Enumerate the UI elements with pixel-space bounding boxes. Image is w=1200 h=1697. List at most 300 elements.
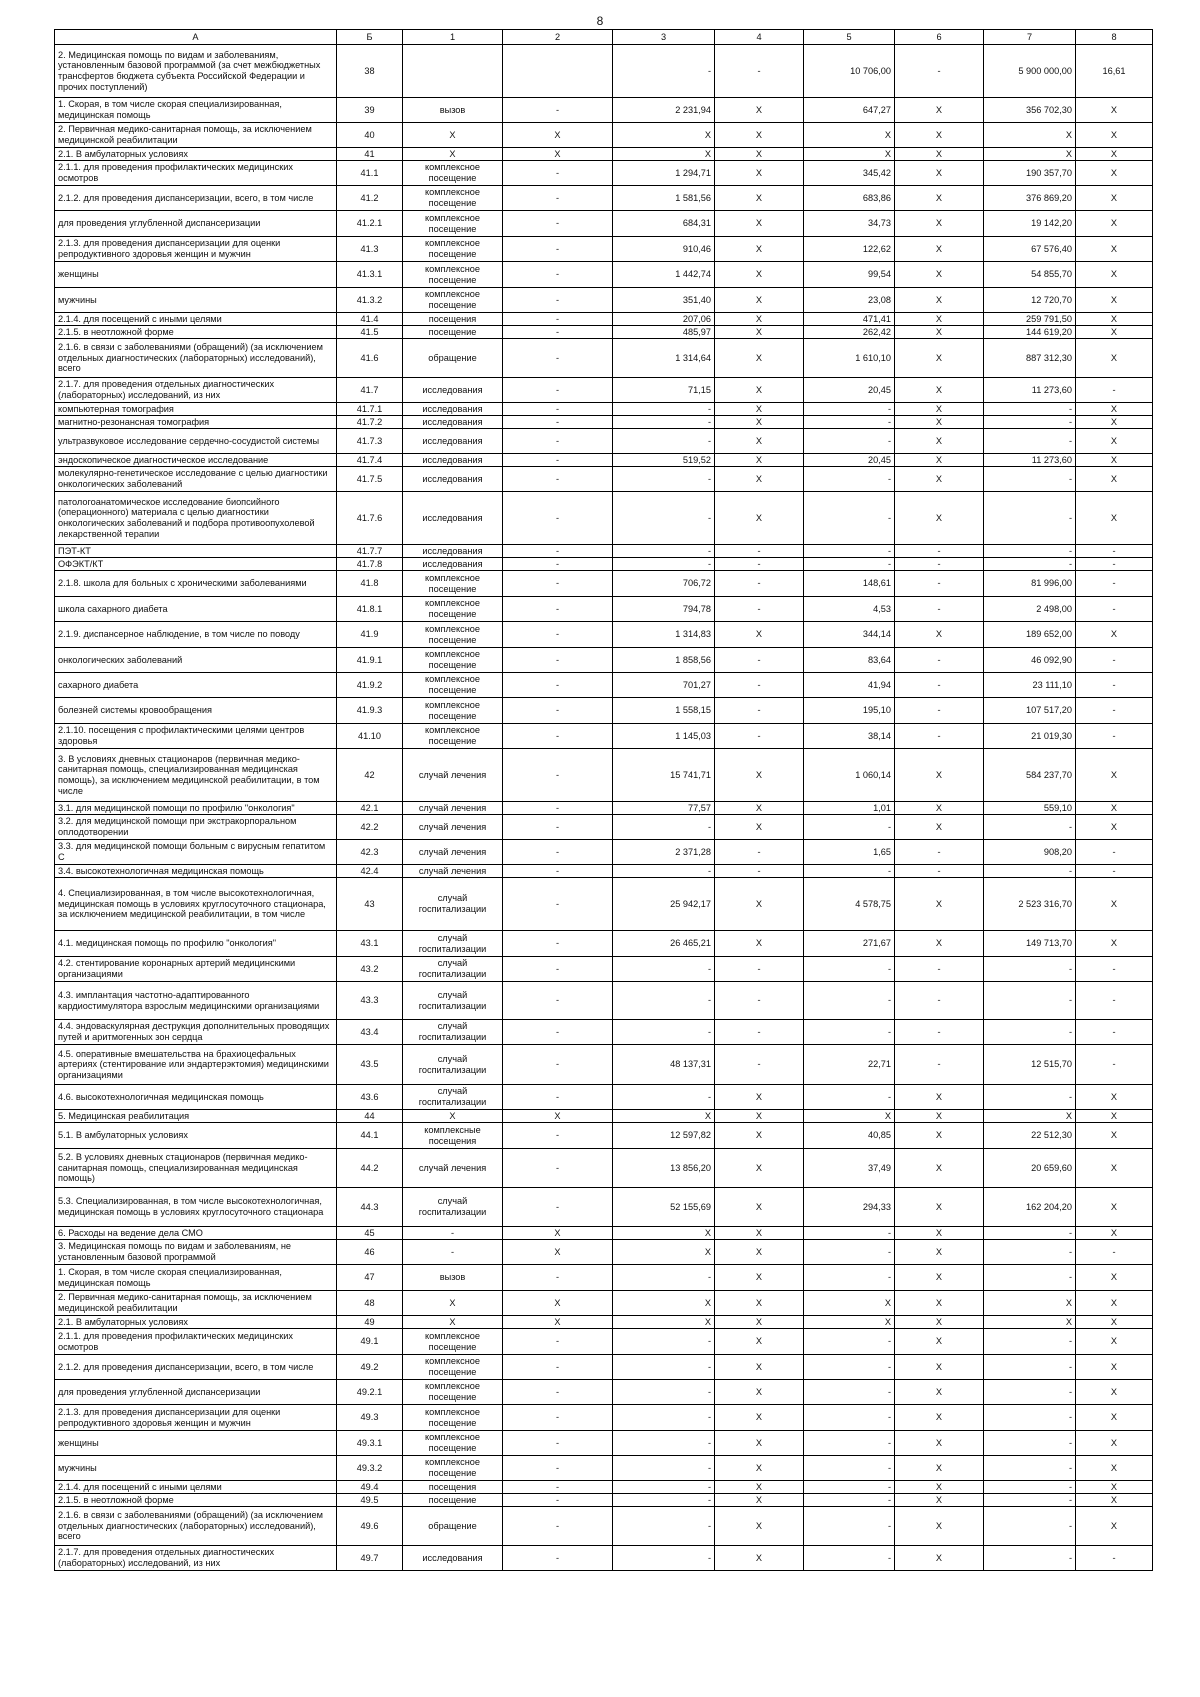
col-3-value: - bbox=[613, 957, 715, 982]
col-4-value: X bbox=[715, 467, 804, 492]
row-label: 1. Скорая, в том числе скорая специализированная, медицинская помощь bbox=[55, 1265, 337, 1291]
col-3-value: 794,78 bbox=[613, 597, 715, 622]
col-5-value: 41,94 bbox=[804, 673, 895, 698]
col-2-value: - bbox=[503, 1380, 613, 1405]
col-6-value: - bbox=[895, 673, 984, 698]
col-6-value: X bbox=[895, 1291, 984, 1316]
col-8-value: X bbox=[1076, 878, 1153, 931]
col-7-value: - bbox=[984, 1020, 1076, 1045]
col-7-value: - bbox=[984, 1546, 1076, 1571]
col-5-value: - bbox=[804, 558, 895, 571]
page-number: 8 bbox=[596, 14, 604, 28]
table-row bbox=[55, 123, 1153, 148]
col-4-value: X bbox=[715, 1085, 804, 1110]
col-5-value: 195,10 bbox=[804, 698, 895, 724]
row-label: для проведения углубленной диспансеризации bbox=[55, 211, 337, 237]
col-6-value: X bbox=[895, 1265, 984, 1291]
col-2-value: - bbox=[503, 339, 613, 378]
col-6-value: - bbox=[895, 545, 984, 558]
col-8-value: X bbox=[1076, 211, 1153, 237]
col-4-value: - bbox=[715, 1045, 804, 1085]
col-8-value: X bbox=[1076, 1494, 1153, 1507]
table-row bbox=[55, 648, 1153, 673]
row-label: 3.2. для медицинской помощи при экстракорпоральном оплодотворении bbox=[55, 815, 337, 840]
row-label: 2.1.6. в связи с заболеваниями (обращений) (за исключением отдельных диагностических (лабораторных) исследований), всего bbox=[55, 1507, 337, 1546]
col-6-value: - bbox=[895, 571, 984, 597]
col-2-value: - bbox=[503, 673, 613, 698]
table-row bbox=[55, 288, 1153, 313]
col-8-value: - bbox=[1076, 1020, 1153, 1045]
col-2-value: - bbox=[503, 1546, 613, 1571]
col-8-value: X bbox=[1076, 1227, 1153, 1240]
row-label: 2.1.3. для проведения диспансеризации для оценки репродуктивного здоровья женщин и мужчин bbox=[55, 237, 337, 262]
col-2-value: - bbox=[503, 815, 613, 840]
unit: исследования bbox=[403, 558, 503, 571]
col-8-value: X bbox=[1076, 1329, 1153, 1355]
col-5-value: - bbox=[804, 416, 895, 429]
unit: комплексное посещение bbox=[403, 262, 503, 288]
unit: комплексное посещение bbox=[403, 1456, 503, 1481]
col-7-value: 81 996,00 bbox=[984, 571, 1076, 597]
row-code: 41.4 bbox=[337, 313, 403, 326]
col-7-value: - bbox=[984, 865, 1076, 878]
unit: случай госпитализации bbox=[403, 1188, 503, 1227]
col-4-value: X bbox=[715, 492, 804, 545]
col-4-value: X bbox=[715, 815, 804, 840]
row-code: 41.7.4 bbox=[337, 454, 403, 467]
col-3-value: 485,97 bbox=[613, 326, 715, 339]
row-code: 39 bbox=[337, 98, 403, 123]
col-2-value: - bbox=[503, 1494, 613, 1507]
col-5-value: 683,86 bbox=[804, 186, 895, 211]
col-6-value: X bbox=[895, 262, 984, 288]
col-5-value: - bbox=[804, 815, 895, 840]
col-2-value: X bbox=[503, 1316, 613, 1329]
table-row bbox=[55, 571, 1153, 597]
col-4-value: X bbox=[715, 1431, 804, 1456]
unit: вызов bbox=[403, 1265, 503, 1291]
row-label: женщины bbox=[55, 1431, 337, 1456]
col-2-value: X bbox=[503, 1110, 613, 1123]
col-7-value: 11 273,60 bbox=[984, 454, 1076, 467]
unit: комплексное посещение bbox=[403, 1431, 503, 1456]
col-3-value: - bbox=[613, 467, 715, 492]
table-row bbox=[55, 878, 1153, 931]
col-7-value: 144 619,20 bbox=[984, 326, 1076, 339]
col-2-value: X bbox=[503, 1291, 613, 1316]
col-7-value: 12 720,70 bbox=[984, 288, 1076, 313]
row-code: 49.4 bbox=[337, 1481, 403, 1494]
table-row bbox=[55, 1188, 1153, 1227]
col-3-value: - bbox=[613, 545, 715, 558]
col-2-value: - bbox=[503, 186, 613, 211]
unit: комплексное посещение bbox=[403, 622, 503, 648]
row-label: 2.1.6. в связи с заболеваниями (обращений) (за исключением отдельных диагностических (лабораторных) исследований), всего bbox=[55, 339, 337, 378]
col-7-value: 5 900 000,00 bbox=[984, 45, 1076, 98]
table-row bbox=[55, 724, 1153, 749]
col-4-value: - bbox=[715, 698, 804, 724]
table-row bbox=[55, 1240, 1153, 1265]
col-3-value: - bbox=[613, 492, 715, 545]
table-row bbox=[55, 865, 1153, 878]
table-row bbox=[55, 467, 1153, 492]
col-2-value: - bbox=[503, 1329, 613, 1355]
col-2-value: - bbox=[503, 492, 613, 545]
col-5-value: - bbox=[804, 1405, 895, 1431]
unit: комплексное посещение bbox=[403, 597, 503, 622]
col-4-value: X bbox=[715, 186, 804, 211]
unit: случай лечения bbox=[403, 802, 503, 815]
col-4-value: X bbox=[715, 313, 804, 326]
col-2-value: - bbox=[503, 1456, 613, 1481]
row-code: 49.6 bbox=[337, 1507, 403, 1546]
col-7-value: 107 517,20 bbox=[984, 698, 1076, 724]
col-7-value: X bbox=[984, 1316, 1076, 1329]
col-2-value: - bbox=[503, 313, 613, 326]
unit: случай госпитализации bbox=[403, 957, 503, 982]
unit: случай лечения bbox=[403, 1149, 503, 1188]
col-7-value: 46 092,90 bbox=[984, 648, 1076, 673]
row-label: онкологических заболеваний bbox=[55, 648, 337, 673]
row-code: 41.7.7 bbox=[337, 545, 403, 558]
row-code: 49.3.1 bbox=[337, 1431, 403, 1456]
row-code: 44 bbox=[337, 1110, 403, 1123]
col-5-value: 34,73 bbox=[804, 211, 895, 237]
unit: случай госпитализации bbox=[403, 982, 503, 1020]
col-7-value: - bbox=[984, 1085, 1076, 1110]
col-7-value: 356 702,30 bbox=[984, 98, 1076, 123]
col-2-value: X bbox=[503, 123, 613, 148]
col-8-value: X bbox=[1076, 1456, 1153, 1481]
col-3-value: - bbox=[613, 416, 715, 429]
col-3-value: X bbox=[613, 1316, 715, 1329]
col-4-value: X bbox=[715, 429, 804, 454]
row-code: 41.6 bbox=[337, 339, 403, 378]
col-6-value: X bbox=[895, 815, 984, 840]
table-row bbox=[55, 237, 1153, 262]
table-row bbox=[55, 1123, 1153, 1149]
col-3-value: - bbox=[613, 558, 715, 571]
row-label: 2.1.4. для посещений с иными целями bbox=[55, 1481, 337, 1494]
col-7-value: 23 111,10 bbox=[984, 673, 1076, 698]
row-code: 46 bbox=[337, 1240, 403, 1265]
unit: случай госпитализации bbox=[403, 1020, 503, 1045]
col-3-value: - bbox=[613, 1481, 715, 1494]
col-7-value: - bbox=[984, 957, 1076, 982]
row-code: 42.1 bbox=[337, 802, 403, 815]
col-7-value: X bbox=[984, 1110, 1076, 1123]
unit: комплексное посещение bbox=[403, 211, 503, 237]
col-2-value: - bbox=[503, 98, 613, 123]
unit: случай лечения bbox=[403, 865, 503, 878]
row-label: 2.1. В амбулаторных условиях bbox=[55, 148, 337, 161]
row-label: 5.2. В условиях дневных стационаров (первичная медико-санитарная помощь, специализированная медицинская помощь) bbox=[55, 1149, 337, 1188]
col-7-value: 67 576,40 bbox=[984, 237, 1076, 262]
col-2-value: - bbox=[503, 161, 613, 186]
table-body bbox=[55, 30, 1153, 1571]
col-7-value: - bbox=[984, 416, 1076, 429]
row-label: молекулярно-генетическое исследование с целью диагностики онкологических заболеваний bbox=[55, 467, 337, 492]
col-5-value: 647,27 bbox=[804, 98, 895, 123]
col-7-value: 149 713,70 bbox=[984, 931, 1076, 957]
col-6-value: - bbox=[895, 1045, 984, 1085]
col-6-value: X bbox=[895, 211, 984, 237]
row-label: патологоанатомическое исследование биопсийного (операционного) материала с целью диагностики онкологических заболеваний и подбора противоопухолевой лекарственной терапии bbox=[55, 492, 337, 545]
col-8-value: - bbox=[1076, 597, 1153, 622]
row-code: 41.9 bbox=[337, 622, 403, 648]
col-6-value: X bbox=[895, 288, 984, 313]
col-6-value: X bbox=[895, 1188, 984, 1227]
col-6-value: X bbox=[895, 1085, 984, 1110]
col-7-value: 190 357,70 bbox=[984, 161, 1076, 186]
col-6-value: - bbox=[895, 1020, 984, 1045]
row-label: 2.1.5. в неотложной форме bbox=[55, 326, 337, 339]
col-2-value: - bbox=[503, 1481, 613, 1494]
unit: комплексное посещение bbox=[403, 698, 503, 724]
col-8-value: X bbox=[1076, 429, 1153, 454]
col-5-value: - bbox=[804, 1380, 895, 1405]
col-2-value: - bbox=[503, 597, 613, 622]
table-row bbox=[55, 429, 1153, 454]
row-label: 2.1.1. для проведения профилактических медицинских осмотров bbox=[55, 1329, 337, 1355]
col-6-value: X bbox=[895, 1110, 984, 1123]
col-7-value: X bbox=[984, 1291, 1076, 1316]
unit: посещения bbox=[403, 313, 503, 326]
col-6-value: X bbox=[895, 878, 984, 931]
col-4-value: X bbox=[715, 262, 804, 288]
col-3-value: 1 558,15 bbox=[613, 698, 715, 724]
row-label: 5.3. Специализированная, в том числе высокотехнологичная, медицинская помощь в условиях круглосуточного стационара bbox=[55, 1188, 337, 1227]
col-7-value: 2 523 316,70 bbox=[984, 878, 1076, 931]
col-5-value: X bbox=[804, 1291, 895, 1316]
col-7-value: 259 791,50 bbox=[984, 313, 1076, 326]
col-3-value: - bbox=[613, 1507, 715, 1546]
col-3-value: - bbox=[613, 982, 715, 1020]
col-8-value: - bbox=[1076, 982, 1153, 1020]
col-2-value: - bbox=[503, 454, 613, 467]
row-label: 5.1. В амбулаторных условиях bbox=[55, 1123, 337, 1149]
col-8-value: X bbox=[1076, 1431, 1153, 1456]
col-5-value: - bbox=[804, 1507, 895, 1546]
col-2-value: - bbox=[503, 1085, 613, 1110]
column-header: 1 bbox=[403, 30, 503, 45]
col-5-value: 1,01 bbox=[804, 802, 895, 815]
row-label: магнитно-резонансная томография bbox=[55, 416, 337, 429]
row-code: 41.2.1 bbox=[337, 211, 403, 237]
col-2-value: - bbox=[503, 378, 613, 403]
col-5-value: - bbox=[804, 1431, 895, 1456]
col-4-value: - bbox=[715, 545, 804, 558]
col-8-value: - bbox=[1076, 1045, 1153, 1085]
row-code: 41.7.1 bbox=[337, 403, 403, 416]
unit bbox=[403, 45, 503, 98]
col-5-value: 23,08 bbox=[804, 288, 895, 313]
unit: комплексное посещение bbox=[403, 1405, 503, 1431]
col-4-value: - bbox=[715, 571, 804, 597]
col-8-value: X bbox=[1076, 313, 1153, 326]
col-4-value: X bbox=[715, 211, 804, 237]
col-6-value: X bbox=[895, 749, 984, 802]
unit: комплексное посещение bbox=[403, 724, 503, 749]
col-2-value: - bbox=[503, 931, 613, 957]
col-2-value bbox=[503, 45, 613, 98]
unit: случай госпитализации bbox=[403, 878, 503, 931]
table-row bbox=[55, 1456, 1153, 1481]
row-code: 41.7.5 bbox=[337, 467, 403, 492]
col-3-value: 1 442,74 bbox=[613, 262, 715, 288]
col-6-value: X bbox=[895, 1494, 984, 1507]
row-code: 41.7.3 bbox=[337, 429, 403, 454]
col-5-value: X bbox=[804, 1316, 895, 1329]
row-label: 5. Медицинская реабилитация bbox=[55, 1110, 337, 1123]
col-8-value: X bbox=[1076, 1380, 1153, 1405]
col-7-value: 887 312,30 bbox=[984, 339, 1076, 378]
col-6-value: X bbox=[895, 123, 984, 148]
col-4-value: - bbox=[715, 1020, 804, 1045]
row-label: 4.2. стентирование коронарных артерий медицинскими организациями bbox=[55, 957, 337, 982]
col-3-value: - bbox=[613, 1456, 715, 1481]
col-6-value: - bbox=[895, 698, 984, 724]
col-6-value: - bbox=[895, 558, 984, 571]
unit: исследования bbox=[403, 1546, 503, 1571]
col-7-value: 908,20 bbox=[984, 840, 1076, 865]
row-label: ультразвуковое исследование сердечно-сосудистой системы bbox=[55, 429, 337, 454]
col-6-value: X bbox=[895, 1149, 984, 1188]
col-4-value: X bbox=[715, 1546, 804, 1571]
row-code: 43.1 bbox=[337, 931, 403, 957]
col-8-value: - bbox=[1076, 1240, 1153, 1265]
col-7-value: - bbox=[984, 1355, 1076, 1380]
row-code: 48 bbox=[337, 1291, 403, 1316]
col-5-value: - bbox=[804, 545, 895, 558]
col-8-value: X bbox=[1076, 1085, 1153, 1110]
col-3-value: 52 155,69 bbox=[613, 1188, 715, 1227]
col-2-value: - bbox=[503, 802, 613, 815]
col-2-value: - bbox=[503, 1265, 613, 1291]
row-label: 2.1.4. для посещений с иными целями bbox=[55, 313, 337, 326]
table-row bbox=[55, 339, 1153, 378]
col-5-value: 4,53 bbox=[804, 597, 895, 622]
row-label: ОФЭКТ/КТ bbox=[55, 558, 337, 571]
col-4-value: X bbox=[715, 148, 804, 161]
row-label: 2.1.5. в неотложной форме bbox=[55, 1494, 337, 1507]
col-7-value: 376 869,20 bbox=[984, 186, 1076, 211]
col-8-value: X bbox=[1076, 1265, 1153, 1291]
col-5-value: 83,64 bbox=[804, 648, 895, 673]
col-7-value: - bbox=[984, 1507, 1076, 1546]
col-8-value: X bbox=[1076, 802, 1153, 815]
row-label: 4.5. оперативные вмешательства на брахиоцефальных артериях (стентирование или эндартерэктомия) медицинскими организациями bbox=[55, 1045, 337, 1085]
col-3-value: 26 465,21 bbox=[613, 931, 715, 957]
col-2-value: - bbox=[503, 840, 613, 865]
row-label: 2.1.10. посещения с профилактическими целями центров здоровья bbox=[55, 724, 337, 749]
table-row bbox=[55, 1265, 1153, 1291]
col-4-value: X bbox=[715, 237, 804, 262]
table-row bbox=[55, 378, 1153, 403]
table-row bbox=[55, 1494, 1153, 1507]
row-code: 41.8 bbox=[337, 571, 403, 597]
row-label: 2.1. В амбулаторных условиях bbox=[55, 1316, 337, 1329]
col-5-value: 148,61 bbox=[804, 571, 895, 597]
col-7-value: X bbox=[984, 123, 1076, 148]
col-3-value: 71,15 bbox=[613, 378, 715, 403]
row-code: 41.3.1 bbox=[337, 262, 403, 288]
col-5-value: - bbox=[804, 865, 895, 878]
col-7-value: - bbox=[984, 545, 1076, 558]
col-6-value: X bbox=[895, 1355, 984, 1380]
col-2-value: - bbox=[503, 749, 613, 802]
row-label: компьютерная томография bbox=[55, 403, 337, 416]
row-label: 3.4. высокотехнологичная медицинская помощь bbox=[55, 865, 337, 878]
unit: вызов bbox=[403, 98, 503, 123]
col-5-value: - bbox=[804, 1456, 895, 1481]
col-4-value: X bbox=[715, 339, 804, 378]
col-5-value: - bbox=[804, 1020, 895, 1045]
col-7-value: - bbox=[984, 1265, 1076, 1291]
row-code: 43.5 bbox=[337, 1045, 403, 1085]
table-row bbox=[55, 1329, 1153, 1355]
row-label: 2.1.7. для проведения отдельных диагностических (лабораторных) исследований, из них bbox=[55, 1546, 337, 1571]
unit: посещение bbox=[403, 1494, 503, 1507]
col-3-value: - bbox=[613, 1431, 715, 1456]
col-2-value: - bbox=[503, 211, 613, 237]
col-6-value: - bbox=[895, 724, 984, 749]
col-2-value: - bbox=[503, 1149, 613, 1188]
col-6-value: X bbox=[895, 622, 984, 648]
col-3-value: - bbox=[613, 45, 715, 98]
col-2-value: - bbox=[503, 571, 613, 597]
unit: исследования bbox=[403, 545, 503, 558]
col-4-value: X bbox=[715, 1507, 804, 1546]
row-label: 4. Специализированная, в том числе высокотехнологичная, медицинская помощь в условиях круглосуточного стационара, за исключением медицинской реабилитации, в том числе bbox=[55, 878, 337, 931]
col-8-value: - bbox=[1076, 865, 1153, 878]
col-2-value: X bbox=[503, 1240, 613, 1265]
col-3-value: - bbox=[613, 1329, 715, 1355]
col-3-value: 1 145,03 bbox=[613, 724, 715, 749]
col-3-value: 351,40 bbox=[613, 288, 715, 313]
col-7-value: - bbox=[984, 1481, 1076, 1494]
row-label: мужчины bbox=[55, 288, 337, 313]
col-2-value: - bbox=[503, 698, 613, 724]
row-label: 2. Первичная медико-санитарная помощь, за исключением медицинской реабилитации bbox=[55, 1291, 337, 1316]
table-row bbox=[55, 1316, 1153, 1329]
col-7-value: 22 512,30 bbox=[984, 1123, 1076, 1149]
col-4-value: X bbox=[715, 1123, 804, 1149]
col-5-value: 122,62 bbox=[804, 237, 895, 262]
unit: случай лечения bbox=[403, 749, 503, 802]
col-4-value: X bbox=[715, 1456, 804, 1481]
row-code: 49.2 bbox=[337, 1355, 403, 1380]
col-3-value: 77,57 bbox=[613, 802, 715, 815]
col-4-value: X bbox=[715, 454, 804, 467]
col-8-value: X bbox=[1076, 98, 1153, 123]
row-code: 41.9.1 bbox=[337, 648, 403, 673]
col-3-value: - bbox=[613, 815, 715, 840]
row-label: ПЭТ-КТ bbox=[55, 545, 337, 558]
column-header: А bbox=[55, 30, 337, 45]
col-5-value: X bbox=[804, 123, 895, 148]
col-3-value: 48 137,31 bbox=[613, 1045, 715, 1085]
col-7-value: 21 019,30 bbox=[984, 724, 1076, 749]
col-5-value: 294,33 bbox=[804, 1188, 895, 1227]
col-6-value: X bbox=[895, 148, 984, 161]
col-6-value: X bbox=[895, 378, 984, 403]
col-8-value: X bbox=[1076, 326, 1153, 339]
col-6-value: X bbox=[895, 429, 984, 454]
col-6-value: X bbox=[895, 339, 984, 378]
col-6-value: - bbox=[895, 45, 984, 98]
col-7-value: - bbox=[984, 982, 1076, 1020]
